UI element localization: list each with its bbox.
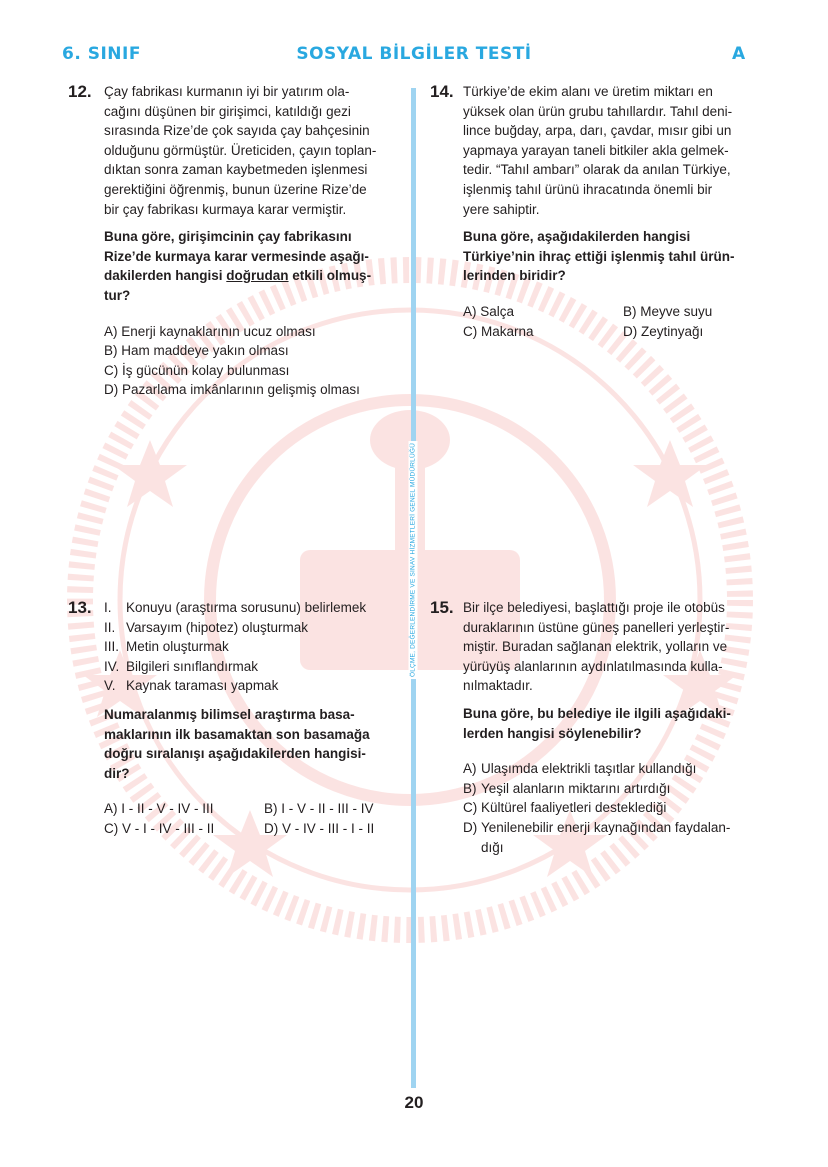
q12-option-c[interactable]: C) İş gücünün kolay bulunması: [104, 362, 290, 378]
q12-options: [104, 322, 404, 400]
q15-option-d[interactable]: D) Yenilenebilir enerji kaynağından faydalan-: [463, 819, 731, 835]
question-12: [104, 82, 404, 400]
divider-caption: ÖLÇME, DEĞERLENDİRME VE SINAV HİZMETLERİ GENEL MÜDÜRLÜĞÜ: [409, 442, 417, 678]
q15-option-c[interactable]: C) Kültürel faaliyetleri desteklediği: [463, 800, 667, 816]
q13-option-a[interactable]: A) I - II - V - IV - III: [104, 801, 214, 817]
q13-option-c[interactable]: C) V - I - IV - III - II: [104, 820, 215, 836]
grade-label: 6. SINIF: [62, 44, 141, 64]
q14-option-d[interactable]: D) Zeytinyağı: [623, 323, 704, 339]
q14-option-b[interactable]: B) Meyve suyu: [623, 303, 713, 319]
q12-option-d[interactable]: D) Pazarlama imkânlarının gelişmiş olması: [104, 382, 360, 398]
q13-option-b[interactable]: B) I - V - II - III - IV: [264, 801, 374, 817]
underlined-keyword: doğrudan: [226, 268, 289, 284]
q12-question: Buna göre, girişimcinin çay fabrikasını Rize’de kurmaya karar vermesinde aşağı- dakilerden hangisi doğrudan etkili olmuş- tur?: [104, 229, 372, 303]
q15-question: Buna göre, bu belediye ile ilgili aşağıdaki- lerden hangisi söylenebilir?: [463, 705, 731, 741]
q12-number: 12.: [68, 82, 92, 101]
q13-statements: [104, 598, 404, 696]
statement-item: III. Metin oluşturmak: [104, 639, 229, 655]
q12-option-a[interactable]: A) Enerji kaynaklarının ucuz olması: [104, 323, 316, 339]
q13-question: Numaralanmış bilimsel araştırma basa- maklarının ilk basamaktan son basamağa doğru sıralanışı aşağıdakilerden hangisi- dir?: [104, 706, 370, 781]
q12-stem: Çay fabrikası kurmanın iyi bir yatırım ola- cağını düşünen bir girişimci, katıldığı gezi sırasında Rize’de çok sayıda çay bahçesinin olduğunu görmüştür. Üreticiden, çayın toplan- dıktan sonra zaman kaybetmeden işlenmesi gerektiğini öğrenmiş, bunun üzerine Rize’de bir çay fabrikası kurmaya karar vermiştir.: [104, 84, 377, 217]
q15-option-a[interactable]: A) Ulaşımda elektrikli taşıtlar kullandığı: [463, 761, 697, 777]
q15-number: 15.: [430, 598, 454, 617]
q15-stem: Bir ilçe belediyesi, başlattığı proje ile otobüs duraklarının üstüne güneş panelleri yerleştir- miştir. Buradan sağlanan elektrik, yolların ve yürüyüş alanlarının aydınlatılmasında kulla- nılmaktadır.: [463, 600, 730, 694]
statement-item: IV. Bilgileri sınıflandırmak: [104, 658, 259, 674]
statement-item: I. Konuyu (araştırma sorusunu) belirlemek: [104, 600, 367, 615]
q13-options: [104, 799, 404, 838]
booklet-letter: A: [732, 44, 746, 64]
q14-option-c[interactable]: C) Makarna: [463, 323, 534, 339]
q15-options: [463, 759, 773, 857]
page-number: 20: [404, 1093, 424, 1112]
question-14: [463, 82, 773, 341]
statement-item: II. Varsayım (hipotez) oluşturmak: [104, 619, 309, 635]
test-title: SOSYAL BİLGİLER TESTİ: [296, 44, 532, 64]
q15-option-d-continuation: dığı: [481, 839, 504, 855]
q14-question: Buna göre, aşağıdakilerden hangisi Türkiye’nin ihraç ettiği işlenmiş tahıl ürün- lerinden biridir?: [463, 229, 735, 284]
q13-number: 13.: [68, 598, 92, 617]
q15-option-b[interactable]: B) Yeşil alanların miktarını artırdığı: [463, 780, 671, 796]
question-13: [104, 598, 404, 839]
q14-option-a[interactable]: A) Salça: [463, 303, 515, 319]
q14-number: 14.: [430, 82, 454, 101]
statement-item: V. Kaynak taraması yapmak: [104, 678, 279, 694]
page-header: [0, 44, 828, 70]
question-15: [463, 598, 773, 857]
q14-stem: Türkiye’de ekim alanı ve üretim miktarı en yüksek olan ürün grubu tahıllardır. Tahıl deni- lince buğday, arpa, darı, çavdar, mısır gibi un yapmaya yarayan taneli bitkiler akla gelmek- tedir. “Tahıl ambarı” olarak da anılan Türkiye, işlenmiş tahıl ürünü ihracatında önemli bir yere sahiptir.: [463, 84, 733, 217]
q14-options: [463, 302, 773, 341]
q13-option-d[interactable]: D) V - IV - III - I - II: [264, 820, 375, 836]
q12-option-b[interactable]: B) Ham maddeye yakın olması: [104, 343, 289, 359]
